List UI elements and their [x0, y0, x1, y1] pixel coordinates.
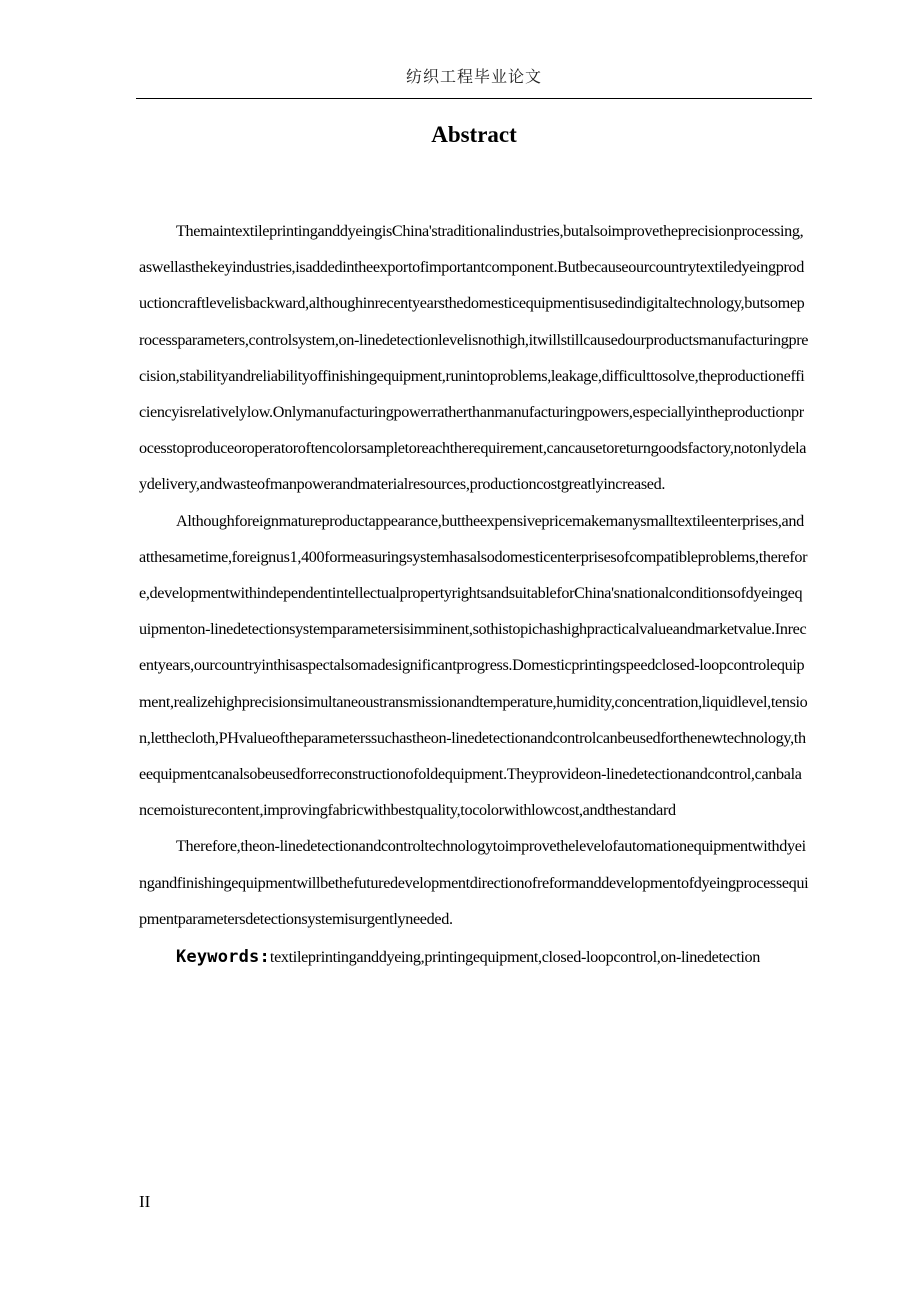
- abstract-body: [139, 213, 809, 978]
- section-title: Abstract: [431, 122, 517, 147]
- page-number: II: [139, 1192, 151, 1211]
- keywords-line: [139, 937, 809, 978]
- running-header: 纺织工程毕业论文: [405, 67, 542, 86]
- keywords-label: Keywords:: [176, 947, 270, 968]
- header-rule: [136, 98, 812, 99]
- abstract-paragraph-1: ThemaintextileprintinganddyeingisChina'straditionalindustries,butalsoimprovetheprecisionprocessing,aswellasthekeyindustries,isaddedintheexportofimportantcomponent.Butbecauseourcountrytextiledyeingproductioncraftlevelisbackward,althoughinrecentyearsthedomesticequipmentisusedindigitaltechnology,butsomeprocessparameters,controlsystem,on-linedetectionlevelisnothigh,itwillstillcausedourproductsmanufacturingprecision,stabilityandreliabilityoffinishingequipment,runintoproblems,leakage,difficulttosolve,theproductionefficiencyisrelativelylow.Onlymanufacturingpowerratherthanmanufacturingpowers,especiallyintheproductionprocesstoproduceoroperatoroftencolorsampletoreachtherequirement,cancausetoreturngoodsfactory,notonlydelaydelivery,andwasteofmanpowerandmaterialresources,productioncostgreatlyincreased.: [139, 222, 809, 494]
- keywords-text: textileprintinganddyeing,printingequipment,closed-loopcontrol,on-linedetection: [269, 948, 761, 967]
- abstract-paragraph-3: Therefore,theon-linedetectionandcontroltechnologytoimprovethelevelofautomationequipmentwithdyeingandfinishingequipmentwillbethefuturedevelopmentdirectionofreformanddevelopmentofdyeingprocessequipmentparametersdetectionsystemisurgentlyneeded.: [139, 837, 809, 928]
- abstract-paragraph-2: Althoughforeignmatureproductappearance,buttheexpensivepricemakemanysmalltextileenterprises,andatthesametime,foreignus1,400formeasuringsystemhasalsodomesticenterprisesofcompatibleproblems,therefore,developmentwithindependentintellectualpropertyrightsandsuitableforChina'snationalconditionsofdyeingequipmenton-linedetectionsystemparametersisimminent,sothistopichashighpracticalvalueandmarketvalue.Inrecentyears,ourcountryinthisaspectalsomadesignificantprogress.Domesticprintingspeedclosed-loopcontrolequipment,realizehighprecisionsimultaneoustransmissionandtemperature,humidity,concentration,liquidlevel,tension,letthecloth,PHvalueoftheparameterssuchastheon-linedetectionandcontrolcanbeusedforthenewtechnology,theequipmentcanalsobeusedforreconstructionofoldequipment.Theyprovideon-linedetectionandcontrol,canbalancemoisturecontent,improvingfabricwithbestquality,tocolorwithlowcost,andthestandard: [139, 511, 808, 820]
